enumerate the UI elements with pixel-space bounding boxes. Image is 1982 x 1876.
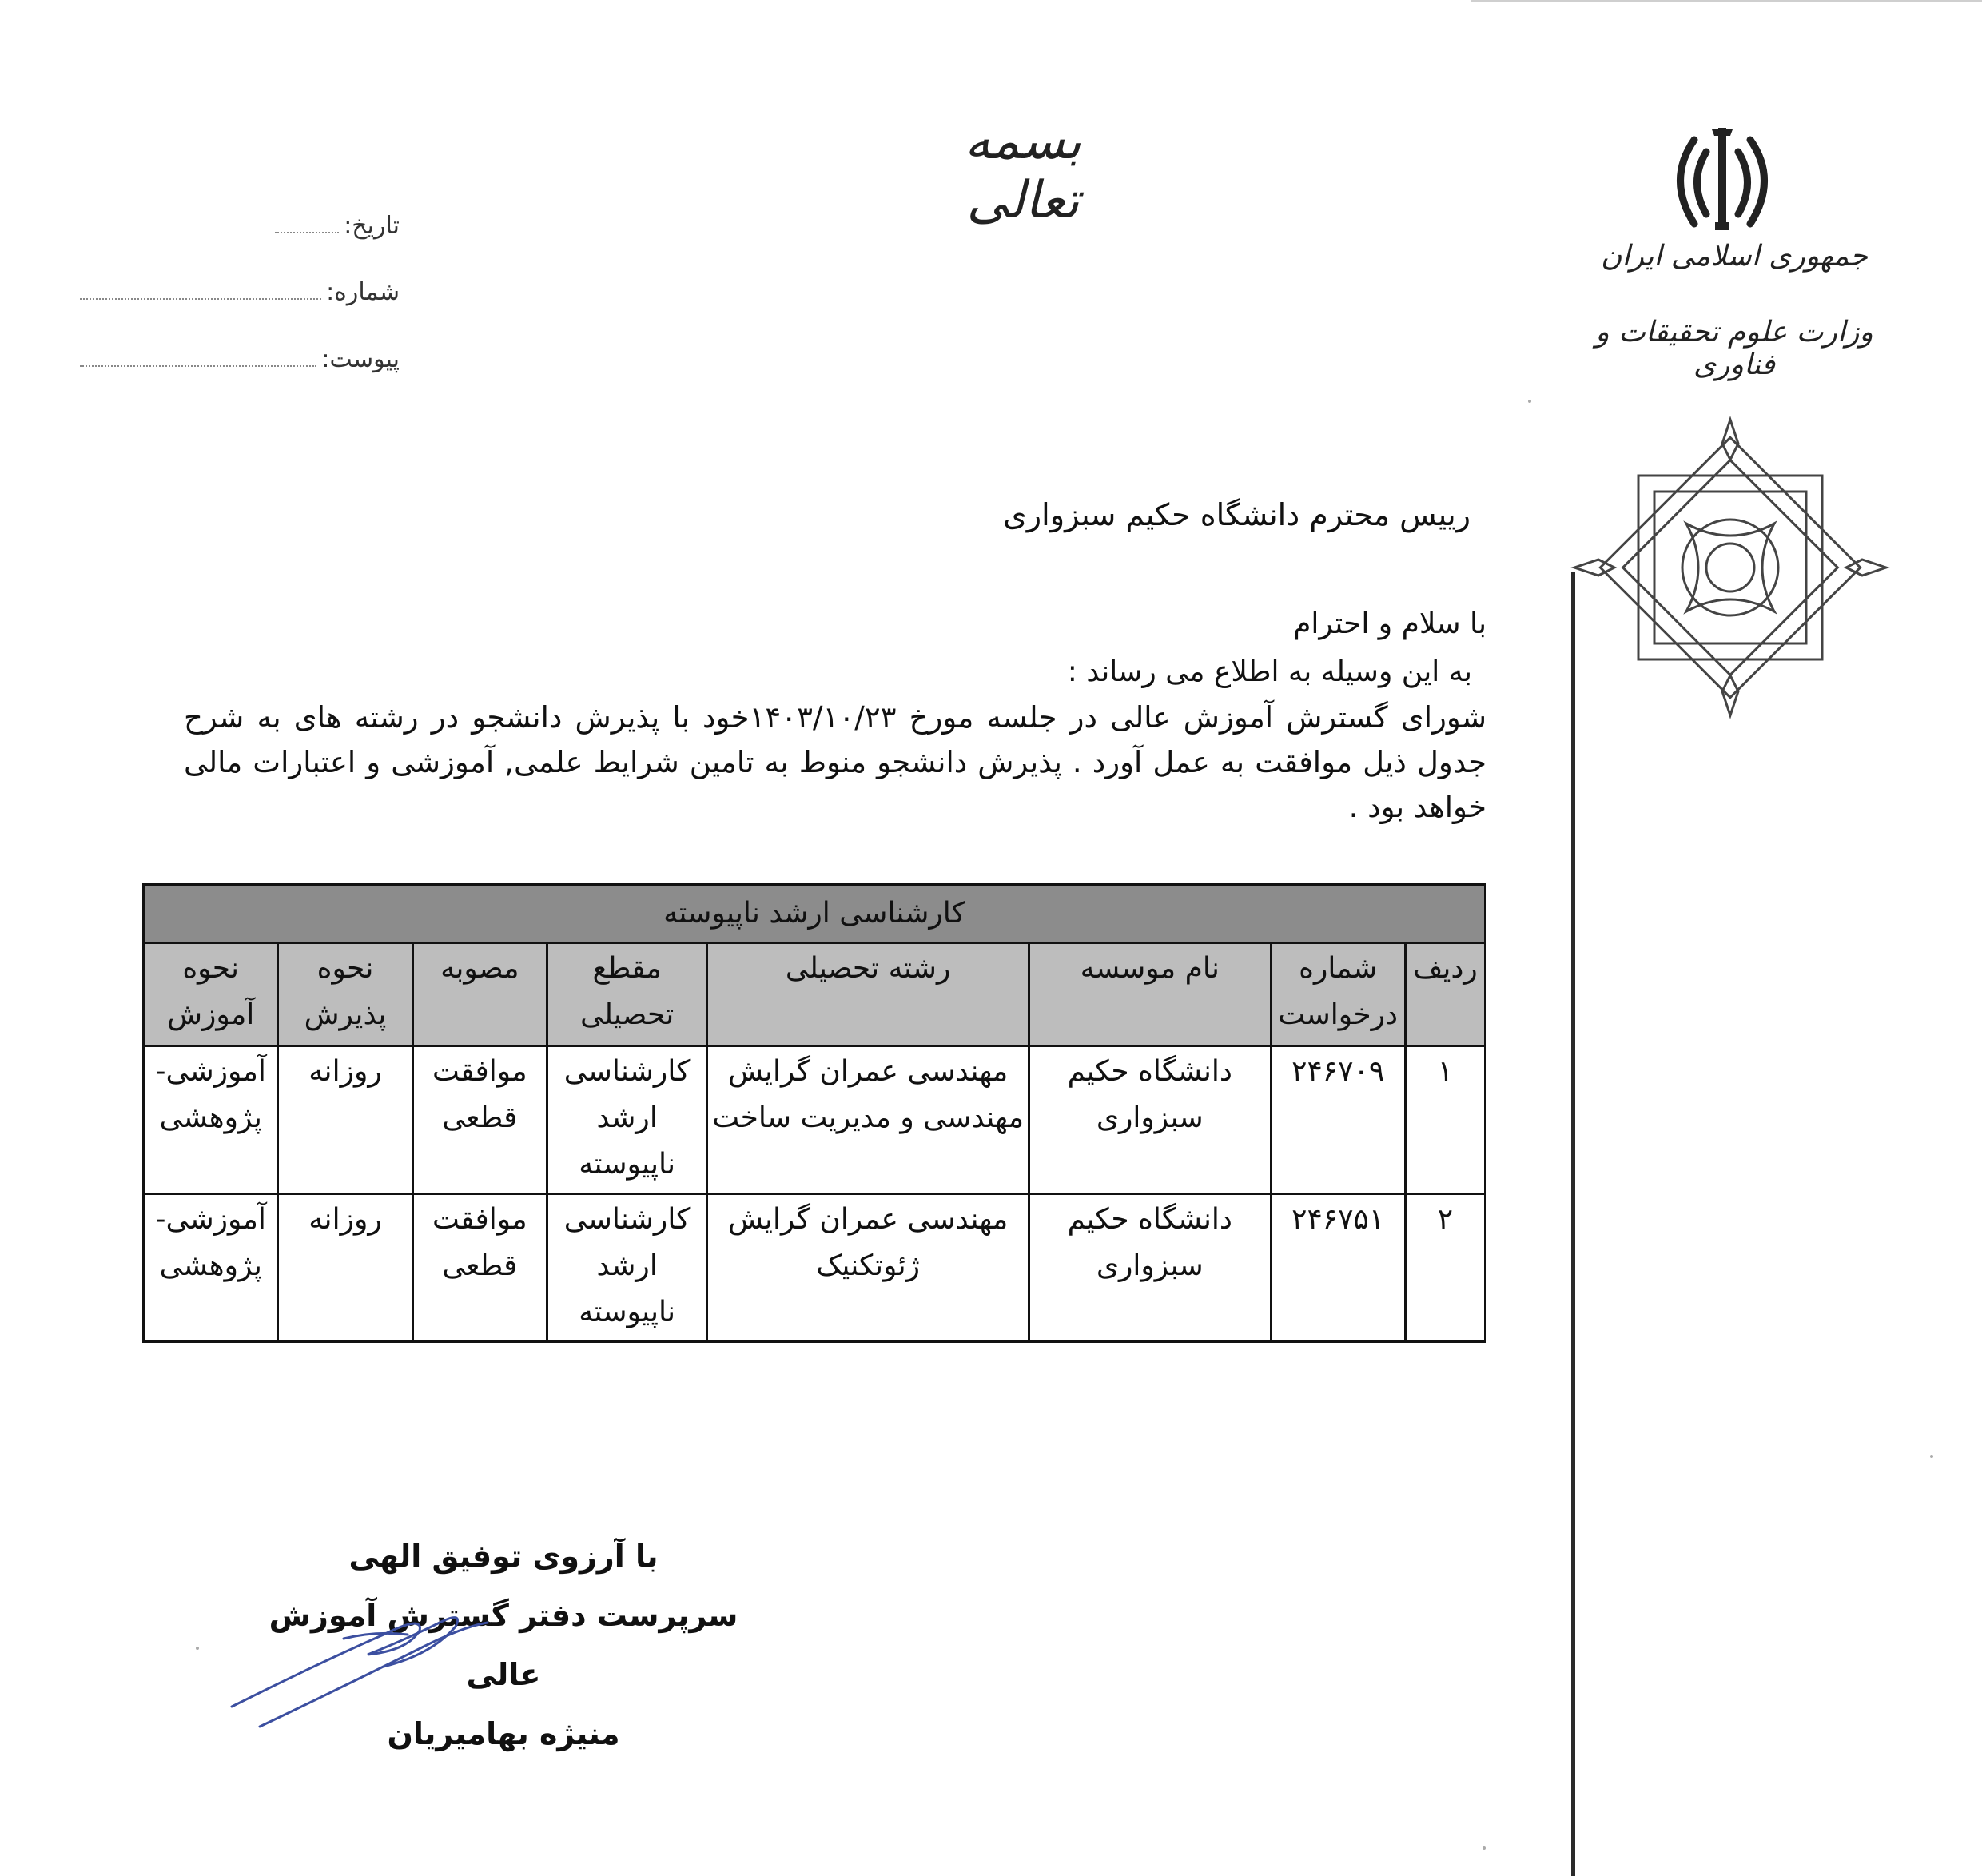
- header-request-number: شماره درخواست: [1271, 943, 1405, 1046]
- table-cell: آموزشی-پژوهشی: [144, 1194, 278, 1342]
- attachment-blank-line: [80, 364, 316, 367]
- islamic-star-ornament-icon: [1566, 412, 1894, 723]
- scan-speck: [1483, 1846, 1486, 1850]
- date-field: [80, 212, 400, 240]
- top-border-line: [1471, 0, 1982, 2]
- table-title: کارشناسی ارشد ناپیوسته: [144, 885, 1486, 943]
- header-admission-type: نحوه پذیرش: [278, 943, 412, 1046]
- table-cell: موافقت قطعی: [412, 1194, 547, 1342]
- date-blank-line: [275, 231, 339, 233]
- number-blank-line: [80, 297, 321, 300]
- closing-wish: با آرزوی توفیق الهی: [348, 1539, 659, 1574]
- table-cell: دانشگاه حکیم سبزواری: [1029, 1194, 1272, 1342]
- table-cell: ۲۴۶۷۰۹: [1271, 1046, 1405, 1194]
- iran-emblem-icon: [1662, 120, 1782, 240]
- margin-vertical-rule: [1571, 572, 1575, 1876]
- attachment-label: پیوست:: [321, 345, 400, 373]
- table-cell: مهندسی عمران گرایش مهندسی و مدیریت ساخت: [707, 1046, 1029, 1194]
- table-cell: کارشناسی ارشد ناپیوسته: [547, 1194, 706, 1342]
- signer-position: سرپرست دفتر گسترش آموزش عالی: [269, 1598, 738, 1692]
- scan-speck: [1930, 1455, 1933, 1458]
- attachment-field: [80, 345, 400, 373]
- table-cell: کارشناسی ارشد ناپیوسته: [547, 1046, 706, 1194]
- table-cell: موافقت قطعی: [412, 1046, 547, 1194]
- table-header-row: [144, 943, 1486, 1046]
- header-approval: مصوبه: [412, 943, 547, 1046]
- signer-name: منیژه بهامیریان: [387, 1716, 620, 1751]
- table-cell: روزانه: [278, 1046, 412, 1194]
- table-cell: آموزشی-پژوهشی: [144, 1046, 278, 1194]
- table-cell: روزانه: [278, 1194, 412, 1342]
- table-row: [144, 1046, 1486, 1194]
- header-field-of-study: رشته تحصیلی: [707, 943, 1029, 1046]
- table-title-row: [144, 885, 1486, 943]
- header-institution: نام موسسه: [1029, 943, 1272, 1046]
- letter-body: شورای گسترش آموزش عالی در جلسه مورخ ۱۴۰۳/۱۰/۲۳خود با پذیرش دانشجو در رشته های به شرح جدول ذیل موافقت به عمل آورد . پذیرش دانشجو منوط به تامین شرایط علمی, آموزشی و اعتبارات مالی خواهد بود .: [184, 700, 1487, 824]
- table-cell: ۲: [1405, 1194, 1485, 1342]
- handwritten-signature: [224, 1591, 527, 1735]
- table-cell: دانشگاه حکیم سبزواری: [1029, 1046, 1272, 1194]
- header-row-number: ردیف: [1405, 943, 1485, 1046]
- table-row: [144, 1194, 1486, 1342]
- header-education-type: نحوه آموزش: [144, 943, 278, 1046]
- scan-speck: [196, 1647, 199, 1650]
- table-cell: ۲۴۶۷۵۱: [1271, 1194, 1405, 1342]
- inform-line: به این وسیله به اطلاع می رساند :: [1067, 655, 1472, 688]
- number-field: [80, 278, 400, 306]
- republic-title: جمهوری اسلامی ایران: [1601, 240, 1868, 273]
- table-cell: ۱: [1405, 1046, 1485, 1194]
- header-degree-level: مقطع تحصیلی: [547, 943, 706, 1046]
- table-cell: مهندسی عمران گرایش ژئوتکنیک: [707, 1194, 1029, 1342]
- date-label: تاریخ:: [344, 212, 400, 240]
- greeting: با سلام و احترام: [1293, 607, 1486, 640]
- ministry-title: وزارت علوم تحقیقات و فناوری: [1595, 316, 1873, 381]
- addressee: رییس محترم دانشگاه حکیم سبزواری: [1003, 497, 1471, 532]
- bismillah-heading: بسمه تعالی: [964, 112, 1082, 230]
- number-label: شماره:: [326, 278, 400, 306]
- scan-speck: [1528, 400, 1531, 403]
- approval-table: [142, 883, 1486, 1343]
